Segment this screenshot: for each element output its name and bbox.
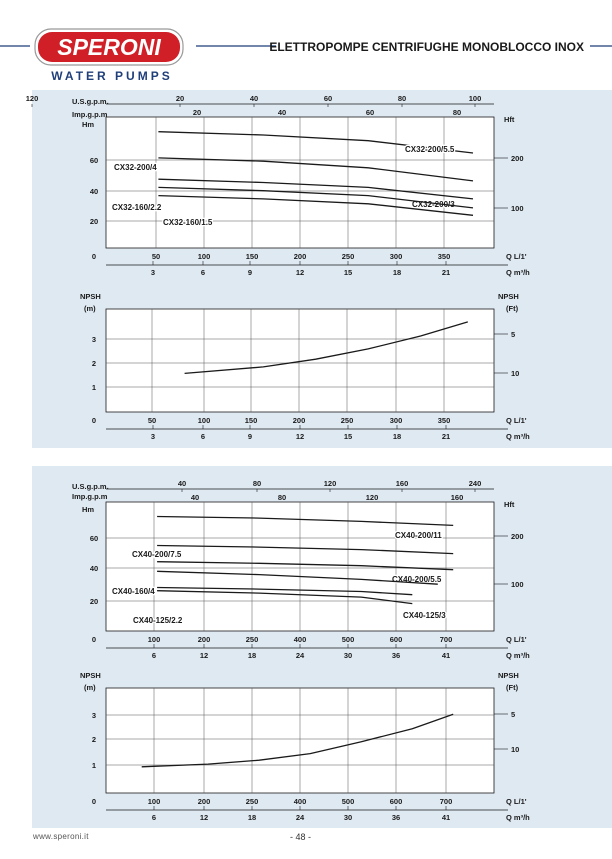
usgpm-tick-label: 80 — [397, 94, 407, 103]
x-zero-label: 0 — [91, 252, 97, 261]
y-tick-label: 3 — [91, 711, 97, 720]
x-tick-label: 50 — [151, 252, 161, 261]
qm3-tick-label: 41 — [441, 813, 451, 822]
series-label: CX32-160/1.5 — [163, 218, 213, 227]
usgpm-tick-label: 40 — [177, 479, 187, 488]
x-tick-label: 200 — [197, 635, 211, 644]
impgpm-tick-label: 80 — [452, 108, 462, 117]
impgpm-tick-label: 80 — [277, 493, 287, 502]
x-tick-label: 200 — [293, 252, 307, 261]
logo-subtitle: WATER PUMPS — [51, 69, 173, 83]
x-tick-label: 600 — [389, 797, 403, 806]
x-axis-unit-label: Q L/1' — [506, 416, 527, 425]
x-tick-label: 300 — [389, 416, 403, 425]
y-tick-label: 1 — [91, 383, 97, 392]
qm3-tick-label: 24 — [295, 651, 305, 660]
series-label: CX40-200/11 — [395, 531, 442, 540]
qm3-axis-unit-label: Q m³/h — [506, 813, 530, 822]
qm3-tick-label: 3 — [150, 268, 156, 277]
impgpm-tick-label: 40 — [277, 108, 287, 117]
qm3-tick-label: 41 — [441, 651, 451, 660]
right-axis-tick-label: 5 — [511, 710, 516, 719]
npsh-right-label: NPSH — [498, 671, 519, 680]
series-label: CX32-200/5.5 — [405, 145, 455, 154]
right-axis-tick-label: 200 — [511, 532, 524, 541]
y-tick-label: 2 — [91, 735, 97, 744]
usgpm-tick-label: 20 — [175, 94, 185, 103]
qm3-tick-label: 12 — [295, 432, 305, 441]
ft-unit-label: (Ft) — [506, 683, 519, 692]
qm3-axis-unit-label: Q m³/h — [506, 432, 530, 441]
page-header — [0, 0, 612, 88]
usgpm-tick-label: 100 — [468, 94, 482, 103]
x-tick-label: 150 — [245, 252, 259, 261]
qm3-tick-label: 12 — [295, 268, 305, 277]
qm3-tick-label: 12 — [199, 813, 209, 822]
series-label: CX32-160/2.2 — [112, 203, 162, 212]
impgpm-tick-label: 120 — [365, 493, 379, 502]
y-tick-label: 2 — [91, 359, 97, 368]
qm3-tick-label: 24 — [295, 813, 305, 822]
x-tick-label: 100 — [197, 252, 211, 261]
chart-panel-cx40 — [32, 466, 612, 828]
impgpm-label: Imp.g.p.m — [72, 492, 108, 501]
qm3-tick-label: 9 — [247, 268, 253, 277]
series-label: CX40-160/4 — [112, 587, 155, 596]
x-tick-label: 350 — [437, 252, 451, 261]
qm3-tick-label: 6 — [151, 813, 157, 822]
right-axis-tick-label: 100 — [511, 204, 524, 213]
x-tick-label: 700 — [439, 635, 453, 644]
x-zero-label: 0 — [91, 797, 97, 806]
x-tick-label: 350 — [437, 416, 451, 425]
usgpm-tick-label: 80 — [252, 479, 262, 488]
qm3-tick-label: 36 — [391, 651, 401, 660]
qm3-axis-unit-label: Q m³/h — [506, 268, 530, 277]
x-tick-label: 700 — [439, 797, 453, 806]
ft-unit-label: (Ft) — [506, 304, 519, 313]
x-tick-label: 500 — [341, 797, 355, 806]
performance-chart-cx40 — [72, 479, 530, 660]
series-label: CX40-125/2.2 — [133, 616, 183, 625]
hm-label: Hm — [82, 505, 95, 514]
impgpm-tick-label: 40 — [190, 493, 200, 502]
qm3-tick-label: 30 — [343, 651, 353, 660]
qm3-tick-label: 6 — [151, 651, 157, 660]
npsh-right-label: NPSH — [498, 292, 519, 301]
x-zero-label: 0 — [91, 416, 97, 425]
qm3-tick-label: 15 — [343, 432, 353, 441]
x-tick-label: 100 — [147, 797, 161, 806]
x-zero-label: 0 — [91, 635, 97, 644]
series-label: CX40-200/5.5 — [392, 575, 442, 584]
logo-text: SPERONI — [57, 34, 161, 60]
y-tick-label: 20 — [89, 217, 99, 226]
qm3-tick-label: 21 — [441, 432, 451, 441]
x-axis-unit-label: Q L/1' — [506, 635, 527, 644]
usgpm-label: U.S.g.p.m. — [72, 97, 109, 106]
npsh-left-label: NPSH — [80, 671, 101, 680]
usgpm-tick-label: 60 — [323, 94, 333, 103]
qm3-tick-label: 18 — [392, 432, 402, 441]
qm3-tick-label: 12 — [199, 651, 209, 660]
y-tick-label: 3 — [91, 335, 97, 344]
x-tick-label: 400 — [293, 635, 307, 644]
x-tick-label: 500 — [341, 635, 355, 644]
y-tick-label: 20 — [89, 597, 99, 606]
performance-chart-cx32 — [26, 94, 530, 277]
hft-label: Hft — [504, 500, 515, 509]
hm-label: Hm — [82, 120, 95, 129]
y-tick-label: 60 — [89, 534, 99, 543]
x-tick-label: 250 — [340, 416, 354, 425]
qm3-tick-label: 3 — [150, 432, 156, 441]
usgpm-tick-label: 120 — [323, 479, 337, 488]
qm3-tick-label: 18 — [247, 651, 257, 660]
m-unit-label: (m) — [84, 304, 96, 313]
series-label: CX40-125/3 — [403, 611, 446, 620]
usgpm-tick-label: 240 — [468, 479, 482, 488]
hft-label: Hft — [504, 115, 515, 124]
y-tick-label: 40 — [89, 564, 99, 573]
right-axis-tick-label: 10 — [511, 369, 520, 378]
series-label: CX32-200/4 — [114, 163, 157, 172]
x-tick-label: 250 — [341, 252, 355, 261]
x-tick-label: 600 — [389, 635, 403, 644]
x-tick-label: 100 — [147, 635, 161, 644]
x-tick-label: 150 — [244, 416, 258, 425]
usgpm-label: U.S.g.p.m. — [72, 482, 109, 491]
usgpm-tick-label: 40 — [249, 94, 259, 103]
x-tick-label: 100 — [197, 416, 211, 425]
page-title: ELETTROPOMPE CENTRIFUGHE MONOBLOCCO INOX — [269, 40, 584, 54]
series-label: CX32-200/3 — [412, 200, 455, 209]
x-tick-label: 250 — [245, 635, 259, 644]
qm3-tick-label: 18 — [247, 813, 257, 822]
x-axis-unit-label: Q L/1' — [506, 252, 527, 261]
qm3-axis-unit-label: Q m³/h — [506, 651, 530, 660]
x-tick-label: 200 — [197, 797, 211, 806]
qm3-tick-label: 15 — [343, 268, 353, 277]
series-label: CX40-200/7.5 — [132, 550, 182, 559]
chart-panel-cx32 — [25, 90, 612, 448]
qm3-tick-label: 21 — [441, 268, 451, 277]
npsh-chart-cx32 — [80, 292, 530, 441]
right-axis-tick-label: 10 — [511, 745, 520, 754]
usgpm-tick-label: 120 — [25, 94, 39, 103]
npsh-left-label: NPSH — [80, 292, 101, 301]
x-tick-label: 50 — [147, 416, 157, 425]
y-tick-label: 40 — [89, 187, 99, 196]
x-tick-label: 300 — [389, 252, 403, 261]
qm3-tick-label: 30 — [343, 813, 353, 822]
x-tick-label: 250 — [245, 797, 259, 806]
right-axis-tick-label: 100 — [511, 580, 524, 589]
qm3-tick-label: 6 — [200, 432, 206, 441]
y-tick-label: 1 — [91, 761, 97, 770]
right-axis-tick-label: 200 — [511, 154, 524, 163]
page-number: - 48 - — [290, 832, 312, 842]
qm3-tick-label: 9 — [247, 432, 253, 441]
speroni-logo — [35, 29, 183, 65]
x-tick-label: 400 — [293, 797, 307, 806]
npsh-chart-cx40 — [80, 671, 530, 822]
right-axis-tick-label: 5 — [511, 330, 516, 339]
plot-area — [106, 309, 494, 412]
qm3-tick-label: 6 — [200, 268, 206, 277]
impgpm-label: Imp.g.p.m — [72, 110, 108, 119]
m-unit-label: (m) — [84, 683, 96, 692]
impgpm-tick-label: 20 — [192, 108, 202, 117]
qm3-tick-label: 18 — [392, 268, 402, 277]
x-axis-unit-label: Q L/1' — [506, 797, 527, 806]
y-tick-label: 60 — [89, 156, 99, 165]
impgpm-tick-label: 60 — [365, 108, 375, 117]
usgpm-tick-label: 160 — [395, 479, 409, 488]
impgpm-tick-label: 160 — [450, 493, 464, 502]
footer-url: www.speroni.it — [33, 832, 89, 841]
x-tick-label: 200 — [292, 416, 306, 425]
qm3-tick-label: 36 — [391, 813, 401, 822]
